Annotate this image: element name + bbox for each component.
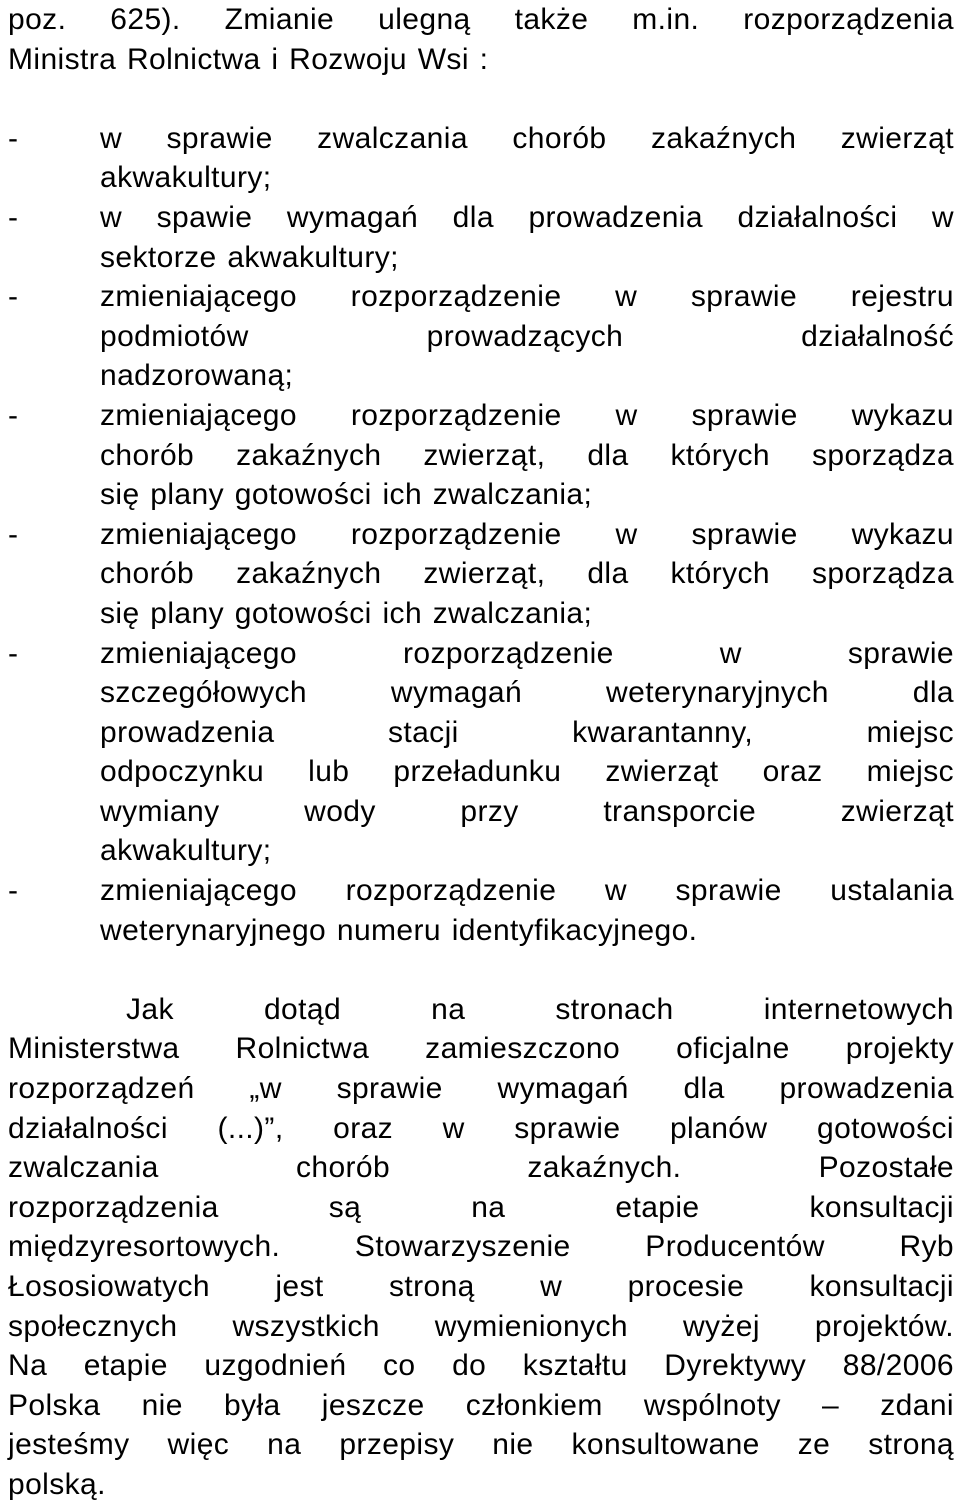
paragraph-line: Łososiowatych jest stroną w procesie konsultacji: [8, 1270, 954, 1303]
list-dash: -: [8, 636, 19, 670]
paragraph-line: działalności (...)”, oraz w sprawie planów gotowości: [8, 1111, 954, 1145]
paragraph-line: Jak dotąd na stronach internetowych: [126, 992, 954, 1026]
paragraph-line: międzyresortowych. Stowarzyszenie Producentów Ryb: [8, 1230, 954, 1264]
list-item-line: zmieniającego rozporządzenie w sprawie wykazu: [100, 398, 954, 432]
body-paragraph: [8, 990, 954, 1505]
list-dash: -: [8, 874, 19, 908]
list-item-line: odpoczynku lub przeładunku zwierząt oraz miejsc: [100, 755, 954, 789]
list-item-line: się plany gotowości ich zwalczania;: [100, 596, 593, 630]
list-item-line: sektorze akwakultury;: [100, 240, 399, 274]
list-item-line: chorób zakaźnych zwierząt, dla których sporządza: [100, 557, 954, 591]
paragraph-line: jesteśmy więc na przepisy nie konsultowane ze stroną: [8, 1428, 954, 1462]
paragraph-line: Ministerstwa Rolnictwa zamieszczono oficjalne projekty: [8, 1032, 954, 1066]
list-item-line: chorób zakaźnych zwierząt, dla których sporządza: [100, 438, 954, 472]
document-page: [8, 0, 954, 1505]
list-dash: -: [8, 200, 19, 234]
list-item: [8, 396, 954, 515]
list-item: [8, 871, 954, 950]
paragraph-line: rozporządzeń „w sprawie wymagań dla prowadzenia: [8, 1072, 954, 1106]
list-dash: -: [8, 280, 19, 314]
list-item: [8, 277, 954, 396]
regulation-list: [8, 119, 954, 950]
list-item: [8, 515, 954, 634]
list-item-line: weterynaryjnego numeru identyfikacyjnego.: [100, 913, 698, 947]
list-item-line: zmieniającego rozporządzenie w sprawie ustalania: [100, 874, 954, 908]
intro-block: [8, 0, 954, 79]
paragraph-line: rozporządzenia są na etapie konsultacji: [8, 1190, 954, 1224]
list-dash: -: [8, 398, 19, 432]
list-item-line: nadzorowaną;: [100, 359, 294, 393]
spacer: [8, 950, 954, 990]
intro-line-2: Ministra Rolnictwa i Rozwoju Wsi :: [8, 42, 489, 76]
paragraph-line: Polska nie była jeszcze członkiem wspólnoty – zdani: [8, 1388, 954, 1422]
list-item-line: zmieniającego rozporządzenie w sprawie: [100, 636, 954, 670]
paragraph-line: Na etapie uzgodnień co do kształtu Dyrektywy 88/2006: [8, 1349, 954, 1383]
list-item-line: w sprawie zwalczania chorób zakaźnych zwierząt: [100, 121, 954, 155]
list-item-line: akwakultury;: [100, 161, 272, 195]
paragraph-line: polską.: [8, 1467, 106, 1501]
list-item-line: zmieniającego rozporządzenie w sprawie rejestru: [100, 280, 954, 314]
list-dash: -: [8, 517, 19, 551]
list-dash: -: [8, 121, 19, 155]
paragraph-line: zwalczania chorób zakaźnych. Pozostałe: [8, 1151, 954, 1185]
list-item-line: szczegółowych wymagań weterynaryjnych dla: [100, 676, 954, 710]
paragraph-line: społecznych wszystkich wymienionych wyżej projektów.: [8, 1309, 954, 1343]
intro-line-1: poz. 625). Zmianie ulegną także m.in. rozporządzenia: [8, 3, 954, 36]
list-item: [8, 198, 954, 277]
list-item: [8, 634, 954, 872]
list-item-line: podmiotów prowadzących działalność: [100, 319, 954, 353]
list-item-line: wymiany wody przy transporcie zwierząt: [100, 794, 954, 828]
list-item-line: prowadzenia stacji kwarantanny, miejsc: [100, 715, 954, 749]
list-item-line: zmieniającego rozporządzenie w sprawie wykazu: [100, 517, 954, 551]
spacer: [8, 79, 954, 119]
list-item: [8, 119, 954, 198]
list-item-line: się plany gotowości ich zwalczania;: [100, 478, 593, 512]
list-item-line: akwakultury;: [100, 834, 272, 868]
list-item-line: w spawie wymagań dla prowadzenia działalności w: [100, 200, 954, 234]
